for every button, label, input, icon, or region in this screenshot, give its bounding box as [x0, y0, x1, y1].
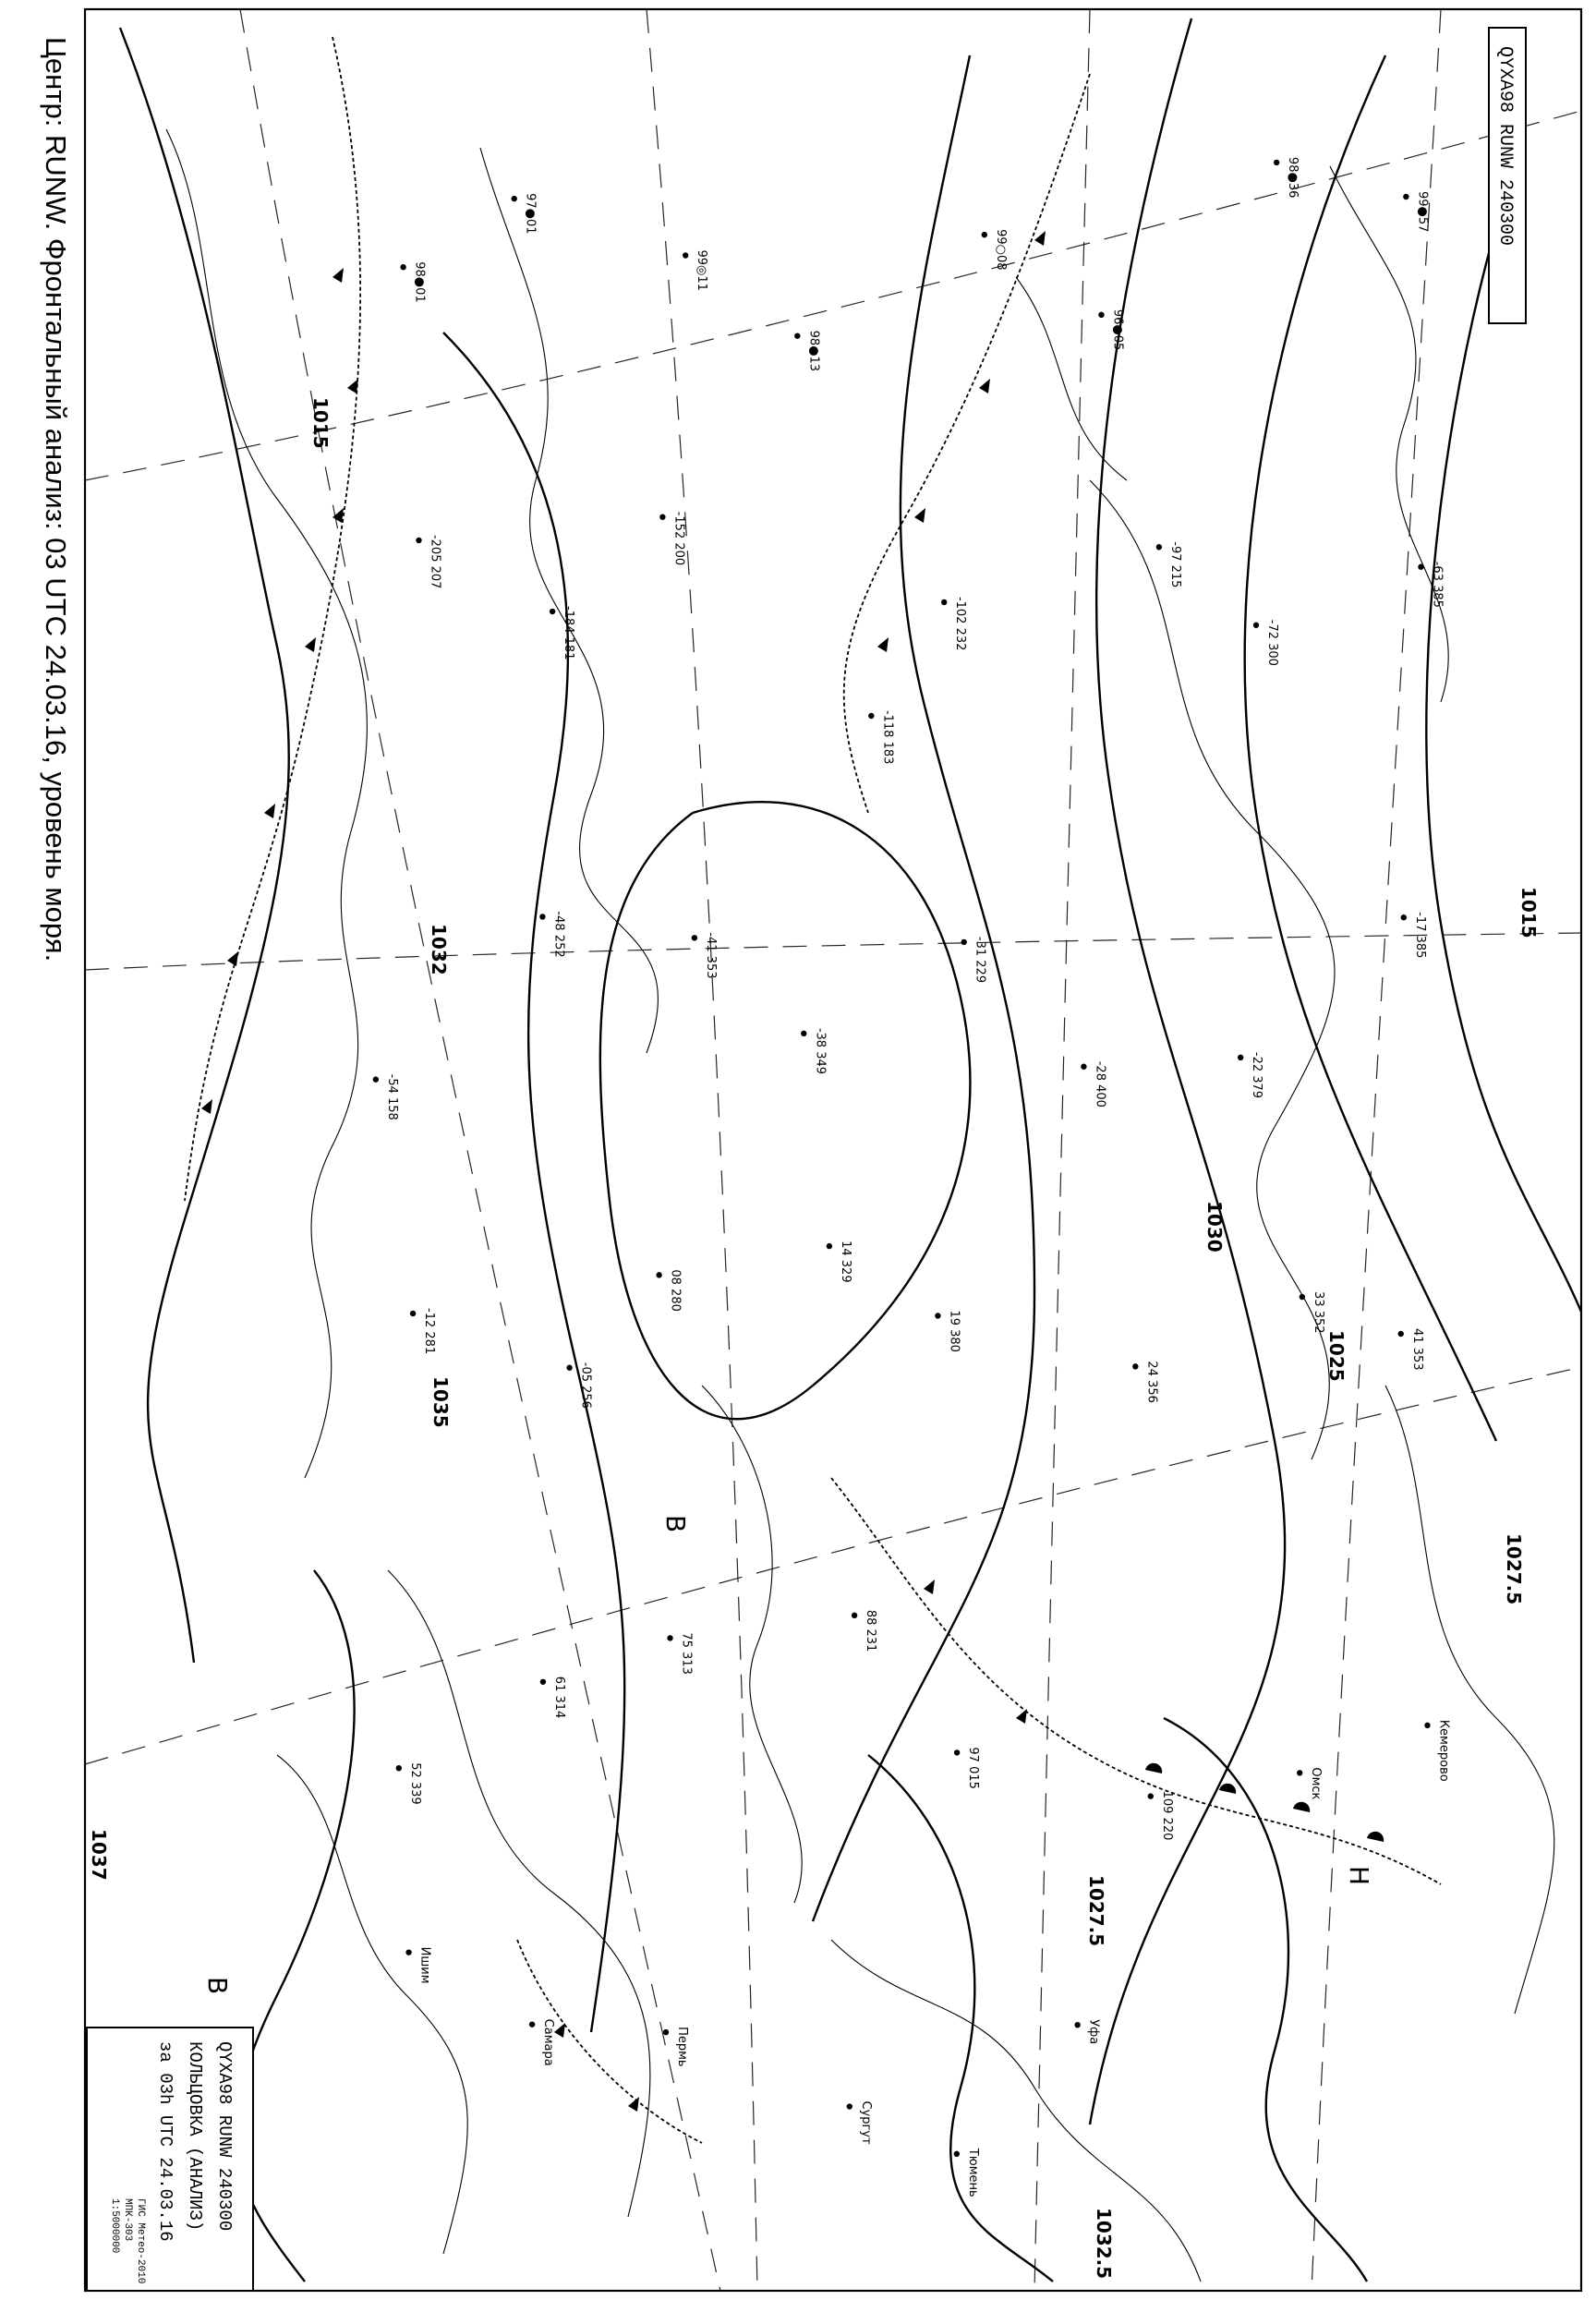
station-label: 61 314: [551, 1676, 566, 1719]
station-plot: [1253, 620, 1279, 666]
station-dot: [827, 1243, 832, 1249]
station-plot: [1403, 191, 1429, 232]
station-label: Пермь: [675, 2027, 690, 2067]
station-label: -54 158: [384, 1073, 399, 1120]
station-dot: [667, 1635, 672, 1640]
station-label: 109 220: [1159, 1790, 1174, 1841]
station-plot: [1081, 1061, 1106, 1108]
station-plot: [656, 1269, 682, 1312]
high-pressure-center: В: [202, 1977, 233, 1995]
station-label: -12 281: [422, 1308, 437, 1355]
low-pressure-center: Н: [1344, 1866, 1374, 1886]
legend-line-3: за 03h UTC 24.03.16: [155, 2041, 175, 2242]
station-dot: [1238, 1055, 1243, 1060]
station-label: 75 313: [679, 1632, 694, 1675]
station-plot: [1274, 157, 1300, 198]
legend-line-5: МПК-303: [122, 2198, 133, 2242]
station-label: 99○08: [993, 229, 1008, 271]
station-plot: [794, 331, 820, 371]
station-dot: [1148, 1793, 1154, 1798]
station-plot: [539, 911, 565, 957]
station-plot: [683, 249, 708, 290]
station-label: Уфа: [1086, 2019, 1101, 2045]
isobar-label: 1032: [428, 924, 450, 975]
station-label: 98●36: [1286, 156, 1300, 199]
station-label: -72 300: [1264, 619, 1279, 666]
station-plot: [1398, 1328, 1424, 1371]
station-plot: [868, 710, 894, 764]
station-dot: [663, 2029, 669, 2035]
station-plot: [396, 1762, 422, 1805]
station-plot: [373, 1074, 399, 1120]
code-box-top: [1489, 28, 1526, 323]
station-dot: [529, 2021, 535, 2027]
legend-box: [87, 2028, 253, 2291]
station-label: Кемерово: [1436, 1719, 1451, 1782]
station-label: Сургут: [858, 2100, 873, 2145]
station-dot: [1253, 623, 1259, 628]
station-label: -05 256: [578, 1362, 593, 1409]
isobar-label: 1025: [1325, 1330, 1348, 1382]
station-label: -31 229: [973, 936, 987, 984]
code-box-top-text: QYXA98 RUNW 240300: [1494, 46, 1516, 247]
station-plot: [566, 1362, 592, 1409]
station-label: -205 207: [428, 534, 442, 589]
station-dot: [405, 1949, 411, 1955]
station-plot: [801, 1028, 827, 1074]
station-dot: [852, 1613, 857, 1618]
station-plot: [852, 1610, 877, 1652]
station-dot: [794, 333, 800, 338]
station-dot: [847, 2103, 852, 2109]
station-plot: [1300, 1291, 1325, 1334]
station-plot: [1098, 309, 1124, 350]
station-plot: [540, 1677, 566, 1719]
station-label: 24 356: [1144, 1361, 1159, 1403]
station-dot: [982, 232, 987, 237]
station-label: 19 380: [947, 1310, 961, 1352]
station-label: 33 352: [1311, 1291, 1325, 1334]
station-plot: [692, 932, 718, 978]
station-plot: [961, 937, 987, 983]
station-label: -38 349: [813, 1027, 828, 1075]
cold-front-west: [185, 37, 360, 1201]
station-dot: [935, 1313, 940, 1318]
station-label: 97 015: [966, 1747, 981, 1789]
station-label: -102 232: [953, 596, 968, 651]
station-dot: [373, 1076, 379, 1082]
legend-line-2: КОЛЬЦОВКА (АНАЛИЗ): [185, 2041, 205, 2232]
station-label: -152 200: [671, 511, 686, 566]
station-label: -63 385: [1430, 561, 1445, 608]
station-label: 88 231: [864, 1609, 878, 1652]
station-dot: [1424, 1723, 1430, 1728]
station-plot: [667, 1632, 693, 1675]
station-plot: [400, 261, 426, 302]
legend-line-4: ГИС Метео-2010: [135, 2198, 146, 2284]
station-dot: [566, 1365, 572, 1371]
station-label: 98●01: [412, 261, 427, 303]
station-plots: [373, 157, 1451, 2197]
station-dot: [954, 2151, 960, 2157]
station-plot: [941, 597, 967, 650]
map-frame: [85, 9, 1581, 2291]
station-dot: [1274, 160, 1279, 165]
station-plot: [1238, 1052, 1264, 1098]
station-plot: [1418, 562, 1444, 608]
occluded-front-north: [844, 74, 1090, 813]
station-plot: [663, 2027, 689, 2067]
station-plot: [659, 512, 685, 565]
station-label: -28 400: [1093, 1060, 1107, 1108]
legend-line-1: QYXA98 RUNW 240300: [214, 2041, 235, 2232]
station-dot: [1418, 564, 1423, 570]
station-dot: [1300, 1294, 1305, 1300]
station-label: 97●01: [523, 193, 538, 235]
station-plot: [827, 1241, 852, 1283]
station-label: -97 215: [1167, 541, 1182, 588]
isobar-label: 1035: [429, 1376, 452, 1428]
station-label: -22 379: [1250, 1051, 1264, 1099]
station-plot: [847, 2101, 873, 2146]
station-dot: [540, 1679, 546, 1685]
station-label: 96●05: [1110, 309, 1125, 351]
station-dot: [801, 1031, 806, 1036]
station-plot: [1148, 1791, 1174, 1841]
station-label: Самара: [541, 2018, 556, 2066]
station-plot: [512, 193, 538, 234]
station-plot: [1074, 2019, 1100, 2044]
coordinate-grid: [85, 9, 1581, 2291]
station-dot: [868, 713, 874, 719]
station-label: -17 385: [1412, 912, 1427, 959]
station-dot: [1403, 194, 1409, 200]
station-dot: [539, 914, 545, 919]
station-label: 99◎11: [695, 249, 709, 291]
station-plot: [416, 535, 441, 588]
station-plot: [405, 1947, 431, 1984]
station-dot: [410, 1311, 416, 1316]
high-pressure-center: В: [660, 1515, 691, 1533]
station-dot: [1132, 1363, 1138, 1369]
station-dot: [961, 939, 967, 945]
isobar-label: 1032.5: [1093, 2208, 1115, 2280]
station-label: -184 181: [562, 606, 576, 660]
station-label: 08 280: [668, 1269, 683, 1312]
station-dot: [683, 252, 688, 258]
station-dot: [1081, 1064, 1086, 1070]
pressure-centers: [202, 1515, 1374, 1994]
station-plot: [410, 1308, 436, 1354]
station-dot: [512, 196, 517, 201]
station-dot: [1297, 1770, 1302, 1775]
station-plot: [550, 606, 575, 660]
station-label: -118 183: [880, 709, 895, 765]
isobars: [120, 18, 1581, 2282]
station-plot: [1132, 1361, 1158, 1403]
station-plot: [982, 229, 1008, 270]
station-dot: [659, 514, 665, 520]
station-plot: [1297, 1767, 1323, 1799]
station-label: 41 353: [1409, 1328, 1424, 1371]
station-dot: [1098, 312, 1104, 318]
station-dot: [941, 599, 947, 605]
station-dot: [656, 1272, 661, 1277]
station-dot: [550, 609, 555, 614]
isobar-label: 1037: [88, 1829, 110, 1881]
station-label: Тюмень: [965, 2148, 980, 2197]
station-plot: [1424, 1720, 1450, 1782]
station-label: 14 329: [838, 1241, 852, 1283]
legend-line-6: 1:5000000: [109, 2198, 120, 2254]
map-title: Центр: RUNW. Фронтальный анализ: 03 UTC 24.03.16, уровень моря.: [40, 37, 72, 962]
station-label: Омск: [1309, 1767, 1324, 1800]
station-dot: [692, 935, 697, 940]
station-label: -41 353: [703, 932, 718, 979]
isobar-label: 1030: [1203, 1201, 1226, 1253]
station-plot: [529, 2019, 555, 2066]
station-dot: [1401, 914, 1407, 920]
coastlines: [166, 129, 1554, 2282]
station-dot: [1074, 2022, 1080, 2028]
station-dot: [1398, 1331, 1404, 1337]
station-dot: [400, 264, 405, 270]
isobar-label: 1027.5: [1503, 1533, 1525, 1605]
station-label: Ишим: [417, 1946, 432, 1984]
station-label: -48 252: [551, 911, 566, 958]
station-dot: [396, 1765, 402, 1771]
station-plot: [935, 1310, 961, 1352]
station-plot: [1156, 541, 1182, 587]
station-label: 98●13: [806, 330, 821, 372]
station-dot: [1156, 544, 1162, 550]
station-label: 99●57: [1415, 191, 1430, 233]
station-plot: [954, 1747, 980, 1789]
isobar-label: 1027.5: [1085, 1875, 1107, 1947]
station-dot: [416, 538, 421, 543]
isobar-label: 1015: [309, 397, 332, 449]
station-label: 52 339: [407, 1762, 422, 1805]
isobar-label: 1015: [1517, 887, 1540, 938]
station-dot: [954, 1749, 960, 1755]
